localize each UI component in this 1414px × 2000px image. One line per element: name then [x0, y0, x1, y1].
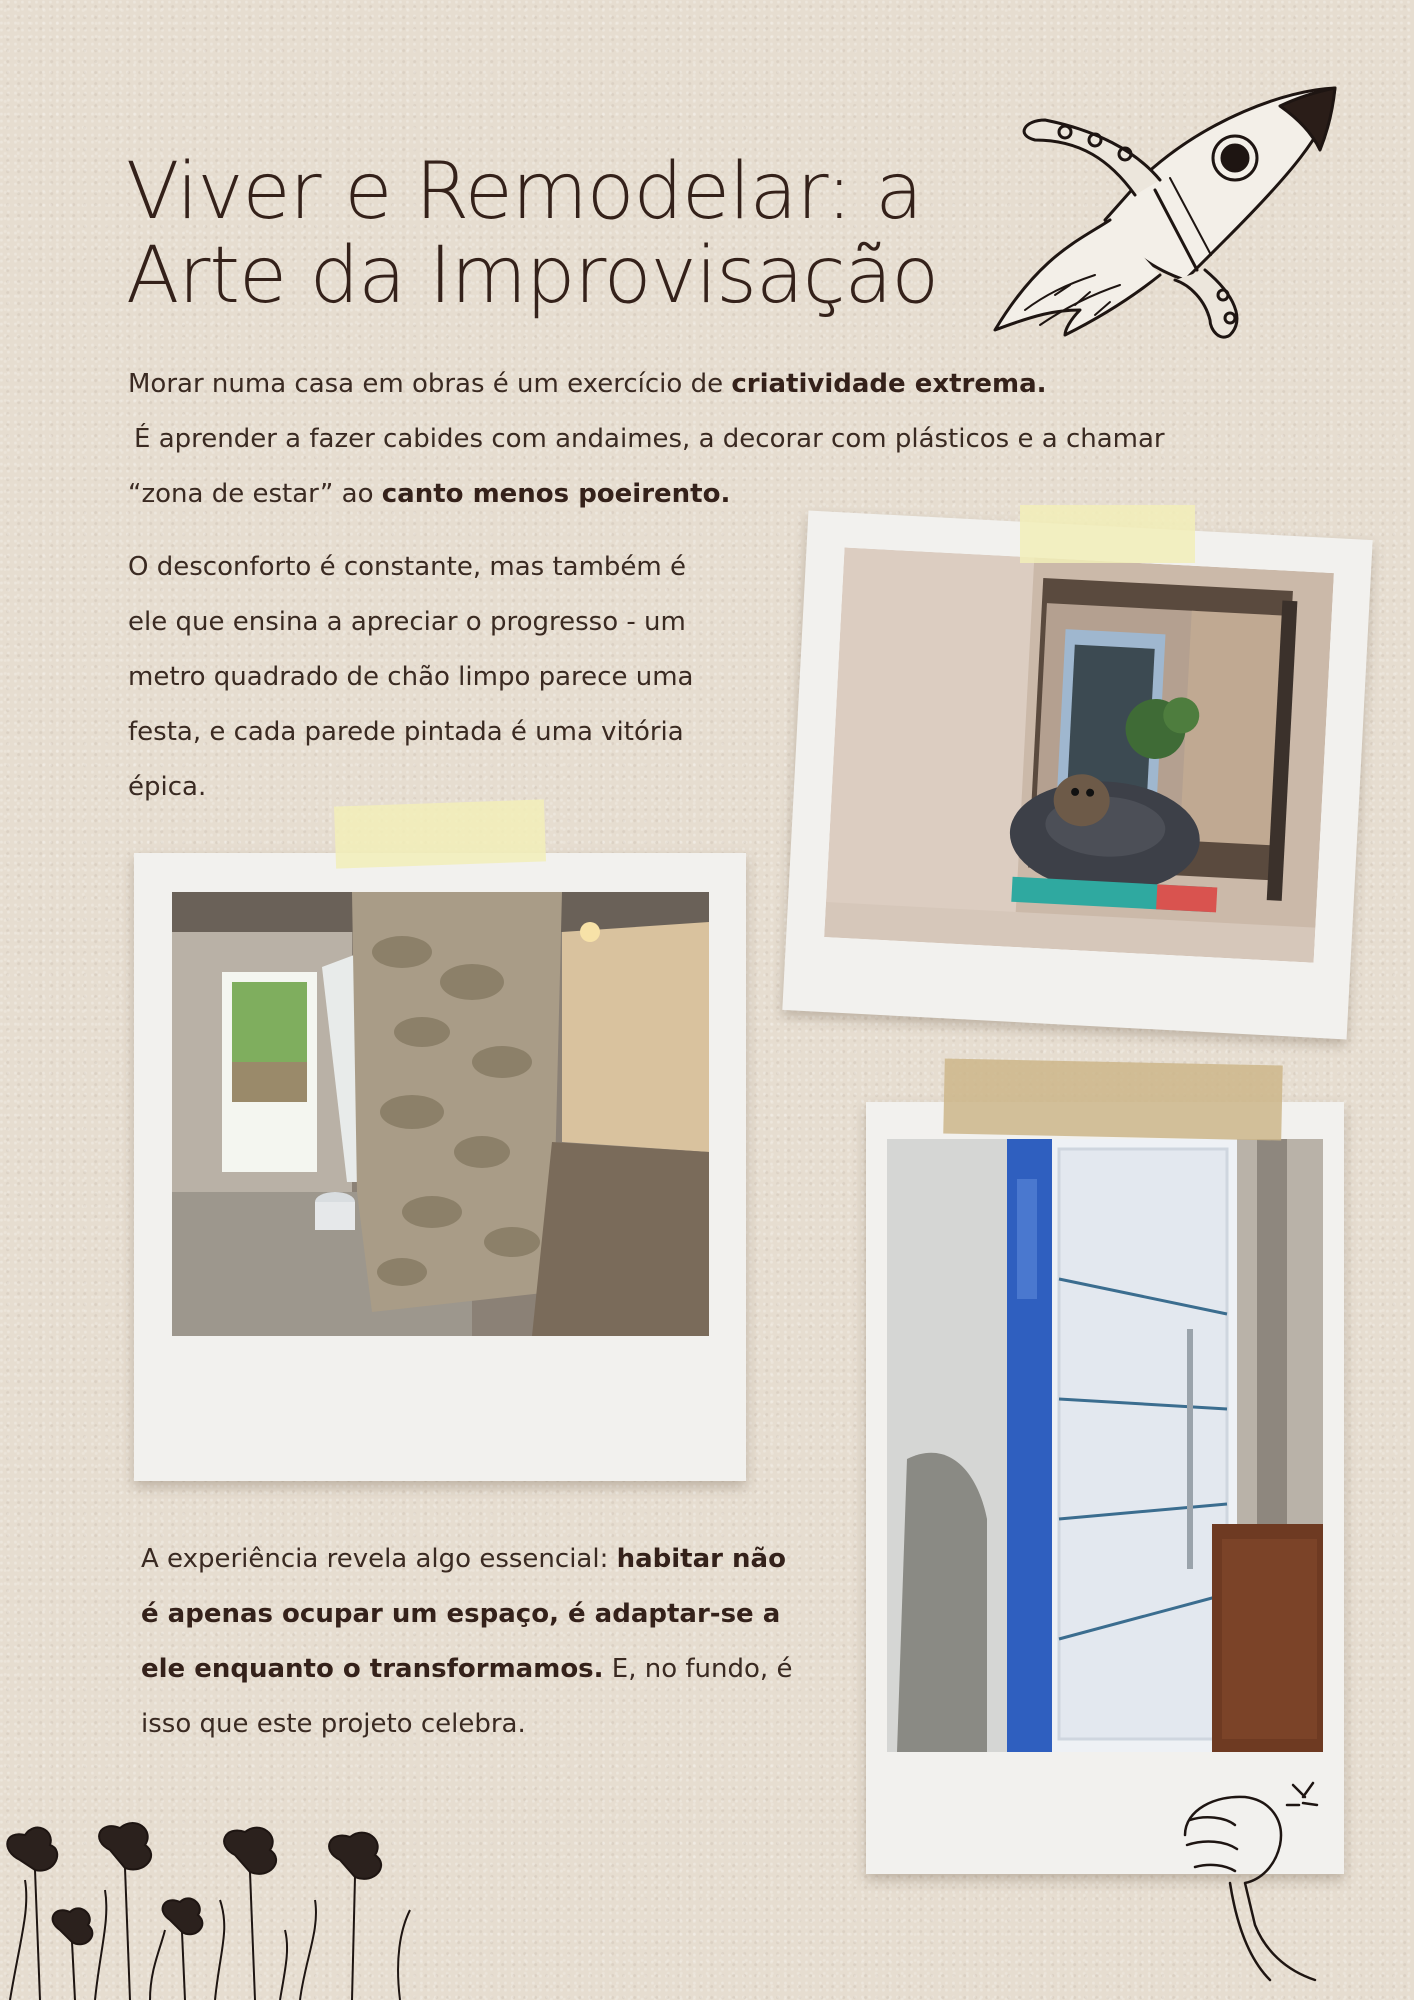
iris-flowers-illustration [0, 1820, 420, 2000]
p2-line-4: festa, e cada parede pintada é uma vitória [128, 717, 684, 747]
p2-line-1: O desconforto é constante, mas também é [128, 552, 686, 582]
p3-line-1 [141, 1532, 841, 1587]
photo-dog-window [824, 547, 1334, 962]
p2-line-3: metro quadrado de chão limpo parece uma [128, 662, 694, 692]
tape-dog-photo [1020, 505, 1195, 563]
tape-corridor-photo [334, 799, 546, 868]
intro-line-1-bold: criatividade extrema. [731, 369, 1047, 399]
intro-line-3-bold: canto menos poeirento. [381, 479, 731, 509]
discomfort-paragraph [128, 540, 768, 815]
tape-door-photo [943, 1058, 1282, 1140]
polaroid-corridor [134, 853, 746, 1481]
p3-line-2 [141, 1587, 841, 1642]
p3-line-2-bold: é apenas ocupar um espaço, é adaptar-se a [141, 1599, 781, 1629]
p2-line-2: ele que ensina a apreciar o progresso - um [128, 607, 686, 637]
polaroid-dog [782, 511, 1372, 1040]
p3-line-3-text: E, no fundo, é [603, 1654, 793, 1684]
intro-paragraph [128, 357, 1308, 522]
p3-line-4: isso que este projeto celebra. [141, 1709, 526, 1739]
polaroid-door [866, 1102, 1344, 1874]
page-title [126, 147, 946, 321]
title-line-1: Viver e Remodelar: a [126, 147, 923, 237]
p3-line-3 [141, 1642, 841, 1697]
fist-doodle [1175, 1775, 1325, 1985]
p3-line-3-bold: ele enquanto o transformamos. [141, 1654, 604, 1684]
title-line-2: Arte da Improvisação [126, 231, 939, 321]
intro-line-1 [128, 357, 1308, 412]
conclusion-paragraph [141, 1532, 841, 1752]
intro-line-2: É aprender a fazer cabides com andaimes, a decorar com plásticos e a chamar [134, 424, 1165, 454]
intro-line-3-text: “zona de estar” ao [128, 479, 382, 509]
intro-line-1-text: Morar numa casa em obras é um exercício de [128, 369, 732, 399]
p2-line-5: épica. [128, 772, 207, 802]
photo-white-door [887, 1139, 1323, 1752]
photo-stone-corridor [172, 892, 709, 1336]
p3-line-1-bold: habitar não [616, 1544, 786, 1574]
p3-line-1-text: A experiência revela algo essencial: [141, 1544, 617, 1574]
rocket-illustration [985, 80, 1340, 342]
